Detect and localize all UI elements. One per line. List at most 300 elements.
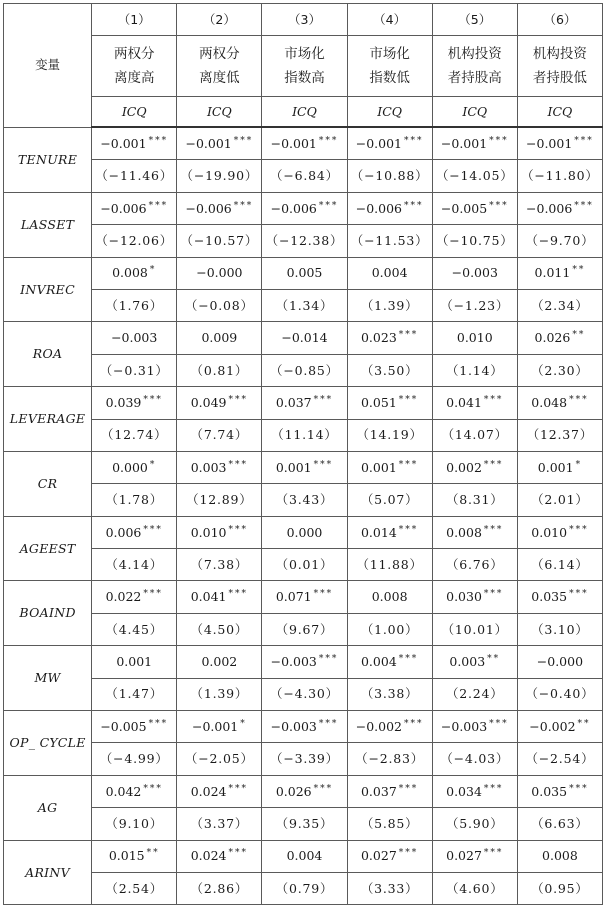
coefficient-row — [4, 451, 603, 483]
t-statistic-cell: （3.50） — [347, 354, 432, 386]
subsample-name-line1: 两权分 — [113, 46, 155, 62]
coefficient-cell — [432, 322, 517, 354]
coefficient-value: −0.001 — [526, 135, 573, 151]
coefficient-cell — [517, 322, 602, 354]
subsample-name-cell — [262, 36, 347, 97]
coefficient-cell — [432, 581, 517, 613]
t-statistic-cell: （3.43） — [262, 484, 347, 516]
coefficient-value: 0.001 — [275, 459, 312, 475]
coefficient-cell — [432, 127, 517, 160]
variable-name: INVREC — [4, 257, 92, 322]
coefficient-cell — [262, 711, 347, 743]
coefficient-value: 0.048 — [531, 394, 568, 410]
t-statistic-cell: （−2.54） — [517, 743, 602, 775]
coefficient-value: −0.001 — [100, 135, 147, 151]
coefficient-cell — [262, 646, 347, 678]
coefficient-value: 0.015 — [108, 848, 145, 864]
t-statistic-row — [4, 872, 603, 904]
subsample-name-cell — [92, 36, 177, 97]
significance-stars: *** — [483, 589, 504, 600]
coefficient-cell — [177, 581, 262, 613]
significance-stars: *** — [318, 718, 339, 729]
coefficient-cell — [92, 257, 177, 289]
t-statistic-cell: （6.14） — [517, 549, 602, 581]
coefficient-cell — [432, 775, 517, 807]
t-statistic-cell: （−19.90） — [177, 160, 262, 192]
significance-stars: *** — [143, 589, 163, 600]
significance-stars: *** — [574, 135, 594, 146]
subsample-name-line2: 离度低 — [199, 70, 240, 86]
variable-header-cell — [4, 4, 92, 128]
t-statistic-cell: （5.07） — [347, 484, 432, 516]
coefficient-cell — [432, 840, 517, 872]
significance-stars: * — [240, 718, 247, 729]
coefficient-value: 0.008 — [112, 265, 148, 281]
coefficient-cell — [347, 775, 432, 807]
t-statistic-cell: （−4.30） — [262, 678, 347, 710]
significance-stars: * — [149, 265, 157, 276]
t-statistic-cell: （1.00） — [347, 613, 432, 645]
coefficient-value: 0.026 — [534, 330, 571, 346]
t-statistic-cell: （−4.99） — [92, 743, 177, 775]
significance-stars: *** — [398, 394, 419, 405]
significance-stars: *** — [483, 848, 504, 859]
coefficient-cell — [517, 581, 602, 613]
t-statistic-cell: （10.01） — [432, 613, 517, 645]
t-statistic-cell: （12.89） — [177, 484, 262, 516]
variable-name: AG — [4, 775, 92, 840]
subsample-name-line2: 者持股低 — [532, 70, 587, 86]
subsample-name-cell — [517, 36, 602, 97]
t-statistic-cell: （−0.08） — [177, 289, 262, 321]
variable-name: CR — [4, 451, 92, 516]
coefficient-cell — [262, 127, 347, 160]
coefficient-cell — [177, 387, 262, 419]
t-statistic-cell: （1.78） — [92, 484, 177, 516]
significance-stars: *** — [404, 200, 424, 211]
coefficient-value: 0.002 — [446, 459, 482, 475]
coefficient-value: 0.039 — [105, 394, 142, 410]
coefficient-cell — [432, 516, 517, 548]
variable-name: MW — [4, 646, 92, 711]
t-statistic-cell: （11.88） — [347, 549, 432, 581]
subsample-name-line1: 机构投资 — [532, 46, 587, 62]
coefficient-value: 0.023 — [360, 330, 397, 346]
significance-stars: *** — [569, 783, 589, 794]
table-header — [4, 4, 603, 128]
coefficient-row — [4, 127, 603, 160]
t-statistic-cell: （0.81） — [177, 354, 262, 386]
t-statistic-row — [4, 808, 603, 840]
significance-stars: *** — [569, 524, 589, 535]
significance-stars: ** — [572, 330, 586, 341]
t-statistic-cell: （3.33） — [347, 872, 432, 904]
coefficient-value: 0.024 — [190, 848, 227, 864]
coefficient-cell — [177, 711, 262, 743]
t-statistic-cell: （2.24） — [432, 678, 517, 710]
coefficient-value: 0.010 — [531, 524, 568, 540]
significance-stars: *** — [148, 200, 169, 211]
coefficient-cell — [517, 451, 602, 483]
t-statistic-cell: （4.45） — [92, 613, 177, 645]
coefficient-cell — [347, 192, 432, 224]
coefficient-cell — [432, 192, 517, 224]
t-statistic-cell: （14.07） — [432, 419, 517, 451]
coefficient-row — [4, 257, 603, 289]
coefficient-value: 0.037 — [275, 394, 312, 410]
coefficient-cell — [92, 451, 177, 483]
column-number: （2） — [177, 4, 262, 36]
coefficient-cell — [347, 646, 432, 678]
significance-stars: *** — [148, 718, 169, 729]
coefficient-cell — [262, 257, 347, 289]
coefficient-value: −0.003 — [451, 265, 498, 281]
t-statistic-cell: （4.14） — [92, 549, 177, 581]
significance-stars: *** — [228, 459, 248, 470]
t-statistic-cell: （−12.06） — [92, 225, 177, 257]
coefficient-cell — [92, 581, 177, 613]
significance-stars: *** — [313, 459, 334, 470]
coefficient-cell — [517, 840, 602, 872]
subsample-name-line2: 指数高 — [284, 70, 325, 86]
coefficient-cell — [347, 127, 432, 160]
coefficient-value: 0.049 — [190, 394, 227, 410]
column-number: （4） — [347, 4, 432, 36]
coefficient-cell — [432, 451, 517, 483]
coefficient-value: 0.026 — [275, 783, 312, 799]
coefficient-value: 0.035 — [531, 783, 568, 799]
t-statistic-cell: （−2.05） — [177, 743, 262, 775]
significance-stars: *** — [228, 524, 248, 535]
coefficient-value: 0.002 — [201, 654, 238, 670]
t-statistic-cell: （11.14） — [262, 419, 347, 451]
coefficient-cell — [262, 192, 347, 224]
subsample-name-line1: 市场化 — [369, 46, 410, 62]
coefficient-value: 0.027 — [360, 848, 397, 864]
coefficient-value: 0.004 — [286, 848, 323, 864]
coefficient-value: −0.002 — [355, 718, 403, 734]
coefficient-row — [4, 646, 603, 678]
t-statistic-cell: （3.38） — [347, 678, 432, 710]
t-statistic-cell: （14.19） — [347, 419, 432, 451]
coefficient-cell — [262, 516, 347, 548]
significance-stars: *** — [404, 718, 424, 729]
coefficient-value: 0.001 — [116, 654, 153, 670]
variable-name: LASSET — [4, 192, 92, 257]
significance-stars: *** — [143, 394, 163, 405]
coefficient-value: 0.030 — [446, 589, 482, 605]
coefficient-cell — [432, 711, 517, 743]
significance-stars: *** — [228, 589, 248, 600]
coefficient-row — [4, 840, 603, 872]
significance-stars: *** — [318, 654, 339, 665]
significance-stars: *** — [143, 524, 163, 535]
coefficient-cell — [517, 127, 602, 160]
coefficient-row — [4, 516, 603, 548]
t-statistic-cell: （−1.23） — [432, 289, 517, 321]
coefficient-value: 0.000 — [286, 524, 323, 540]
significance-stars: *** — [483, 524, 504, 535]
coefficient-value: 0.001 — [537, 459, 574, 475]
coefficient-row — [4, 581, 603, 613]
coefficient-value: 0.042 — [105, 783, 142, 799]
coefficient-cell — [347, 840, 432, 872]
t-statistic-row — [4, 225, 603, 257]
t-statistic-cell: （7.74） — [177, 419, 262, 451]
t-statistic-row — [4, 160, 603, 192]
dependent-variable-label: ICQ — [347, 97, 432, 128]
significance-stars: *** — [143, 783, 163, 794]
column-number: （6） — [517, 4, 602, 36]
coefficient-cell — [432, 387, 517, 419]
coefficient-row — [4, 322, 603, 354]
t-statistic-cell: （9.10） — [92, 808, 177, 840]
t-statistic-cell: （−10.75） — [432, 225, 517, 257]
coefficient-cell — [517, 775, 602, 807]
coefficient-value: −0.005 — [100, 718, 147, 734]
t-statistic-cell: （−14.05） — [432, 160, 517, 192]
coefficient-cell — [262, 322, 347, 354]
coefficient-cell — [177, 516, 262, 548]
subsample-name-line2: 者持股高 — [447, 70, 502, 86]
t-statistic-cell: （2.30） — [517, 354, 602, 386]
regression-table — [3, 3, 603, 905]
coefficient-value: −0.003 — [270, 718, 317, 734]
variable-name: AGEEST — [4, 516, 92, 581]
t-statistic-cell: （3.37） — [177, 808, 262, 840]
subsample-name-line1: 两权分 — [199, 46, 240, 62]
significance-stars: *** — [318, 200, 339, 211]
t-statistic-cell: （−0.31） — [92, 354, 177, 386]
t-statistic-cell: （−9.70） — [517, 225, 602, 257]
t-statistic-cell: （−10.57） — [177, 225, 262, 257]
t-statistic-cell: （0.95） — [517, 872, 602, 904]
subsample-name-line2: 指数低 — [369, 70, 410, 86]
t-statistic-cell: （−0.85） — [262, 354, 347, 386]
t-statistic-cell: （5.85） — [347, 808, 432, 840]
coefficient-value: 0.071 — [275, 589, 312, 605]
t-statistic-cell: （12.74） — [92, 419, 177, 451]
significance-stars: *** — [228, 848, 248, 859]
coefficient-value: 0.008 — [542, 848, 578, 864]
coefficient-cell — [262, 581, 347, 613]
coefficient-value: 0.008 — [371, 589, 408, 605]
coefficient-value: 0.041 — [446, 394, 482, 410]
table-body — [4, 127, 603, 905]
coefficient-cell — [92, 192, 177, 224]
significance-stars: *** — [318, 135, 339, 146]
coefficient-value: −0.001 — [191, 718, 239, 734]
coefficient-cell — [347, 516, 432, 548]
coefficient-cell — [432, 257, 517, 289]
coefficient-value: 0.034 — [446, 783, 482, 799]
subsample-name-cell — [432, 36, 517, 97]
coefficient-cell — [177, 646, 262, 678]
coefficient-value: 0.000 — [112, 459, 148, 475]
t-statistic-row — [4, 419, 603, 451]
coefficient-cell — [347, 581, 432, 613]
coefficient-value: −0.006 — [100, 200, 147, 216]
coefficient-row — [4, 711, 603, 743]
dependent-variable-label: ICQ — [92, 97, 177, 128]
coefficient-value: −0.000 — [196, 265, 243, 281]
significance-stars: *** — [489, 200, 509, 211]
coefficient-cell — [517, 257, 602, 289]
coefficient-cell — [177, 840, 262, 872]
t-statistic-cell: （−3.39） — [262, 743, 347, 775]
coefficient-value: 0.010 — [190, 524, 227, 540]
coefficient-cell — [92, 516, 177, 548]
significance-stars: *** — [569, 589, 589, 600]
variable-name: OP_ CYCLE — [4, 711, 92, 776]
significance-stars: *** — [398, 459, 419, 470]
significance-stars: *** — [398, 783, 419, 794]
variable-name: BOAIND — [4, 581, 92, 646]
dependent-variable-label: ICQ — [177, 97, 262, 128]
t-statistic-cell: （3.10） — [517, 613, 602, 645]
coefficient-value: 0.010 — [456, 330, 493, 346]
t-statistic-cell: （6.76） — [432, 549, 517, 581]
t-statistic-cell: （1.34） — [262, 289, 347, 321]
coefficient-cell — [92, 840, 177, 872]
coefficient-value: 0.008 — [446, 524, 482, 540]
t-statistic-row — [4, 549, 603, 581]
coefficient-value: −0.003 — [440, 718, 488, 734]
significance-stars: *** — [404, 135, 424, 146]
subsample-name-cell — [177, 36, 262, 97]
significance-stars: *** — [398, 330, 419, 341]
coefficient-cell — [177, 257, 262, 289]
coefficient-value: 0.035 — [531, 589, 568, 605]
t-statistic-cell: （−11.46） — [92, 160, 177, 192]
coefficient-row — [4, 387, 603, 419]
significance-stars: *** — [489, 718, 509, 729]
significance-stars: ** — [572, 265, 586, 276]
coefficient-value: 0.014 — [360, 524, 397, 540]
coefficient-row — [4, 192, 603, 224]
coefficient-value: 0.006 — [105, 524, 142, 540]
coefficient-value: 0.024 — [190, 783, 227, 799]
significance-stars: *** — [483, 394, 504, 405]
coefficient-cell — [262, 840, 347, 872]
t-statistic-cell: （−4.03） — [432, 743, 517, 775]
coefficient-value: 0.004 — [371, 265, 408, 281]
subsample-name-line2: 离度高 — [113, 70, 155, 86]
t-statistic-cell: （1.39） — [347, 289, 432, 321]
t-statistic-cell: （0.79） — [262, 872, 347, 904]
t-statistic-cell: （−6.84） — [262, 160, 347, 192]
coefficient-cell — [262, 451, 347, 483]
t-statistic-cell: （4.50） — [177, 613, 262, 645]
coefficient-cell — [92, 711, 177, 743]
t-statistic-cell: （2.86） — [177, 872, 262, 904]
t-statistic-cell: （1.47） — [92, 678, 177, 710]
t-statistic-cell: （−0.40） — [517, 678, 602, 710]
variable-name: ROA — [4, 322, 92, 387]
dependent-variable-label: ICQ — [517, 97, 602, 128]
t-statistic-cell: （4.60） — [432, 872, 517, 904]
coefficient-cell — [347, 387, 432, 419]
coefficient-cell — [177, 127, 262, 160]
coefficient-value: −0.005 — [440, 200, 488, 216]
coefficient-row — [4, 775, 603, 807]
t-statistic-cell: （−2.83） — [347, 743, 432, 775]
coefficient-cell — [177, 451, 262, 483]
coefficient-value: −0.006 — [185, 200, 232, 216]
significance-stars: *** — [398, 524, 419, 535]
t-statistic-cell: （1.76） — [92, 289, 177, 321]
coefficient-cell — [177, 322, 262, 354]
significance-stars: *** — [483, 783, 504, 794]
t-statistic-row — [4, 354, 603, 386]
t-statistic-row — [4, 289, 603, 321]
column-number: （5） — [432, 4, 517, 36]
coefficient-value: −0.003 — [270, 654, 317, 670]
t-statistic-cell: （−11.80） — [517, 160, 602, 192]
significance-stars: * — [575, 459, 583, 470]
significance-stars: *** — [489, 135, 509, 146]
coefficient-cell — [92, 127, 177, 160]
coefficient-cell — [92, 646, 177, 678]
column-number: （1） — [92, 4, 177, 36]
significance-stars: ** — [487, 654, 501, 665]
t-statistic-cell: （6.63） — [517, 808, 602, 840]
coefficient-cell — [517, 192, 602, 224]
coefficient-value: 0.001 — [360, 459, 397, 475]
coefficient-cell — [347, 711, 432, 743]
significance-stars: ** — [577, 718, 591, 729]
coefficient-value: 0.011 — [534, 265, 571, 281]
dependent-variable-label: ICQ — [432, 97, 517, 128]
significance-stars: *** — [233, 135, 254, 146]
coefficient-value: −0.001 — [440, 135, 488, 151]
coefficient-value: −0.000 — [536, 654, 584, 670]
header-row-column-numbers — [4, 4, 603, 36]
variable-header-label: 变量 — [35, 57, 61, 73]
significance-stars: *** — [483, 459, 504, 470]
t-statistic-row — [4, 678, 603, 710]
coefficient-cell — [517, 711, 602, 743]
t-statistic-row — [4, 743, 603, 775]
subsample-name-cell — [347, 36, 432, 97]
significance-stars: *** — [313, 783, 334, 794]
t-statistic-row — [4, 613, 603, 645]
significance-stars: *** — [228, 394, 248, 405]
coefficient-value: −0.003 — [111, 330, 158, 346]
header-row-subsample-names — [4, 36, 603, 97]
significance-stars: *** — [398, 848, 419, 859]
coefficient-cell — [92, 387, 177, 419]
coefficient-value: 0.022 — [105, 589, 142, 605]
t-statistic-cell: （2.34） — [517, 289, 602, 321]
subsample-name-line1: 市场化 — [284, 46, 325, 62]
variable-name: ARINV — [4, 840, 92, 905]
t-statistic-cell: （12.37） — [517, 419, 602, 451]
dependent-variable-label: ICQ — [262, 97, 347, 128]
t-statistic-cell: （7.38） — [177, 549, 262, 581]
coefficient-value: 0.004 — [360, 654, 397, 670]
coefficient-cell — [517, 387, 602, 419]
significance-stars: *** — [228, 783, 248, 794]
t-statistic-cell: （9.67） — [262, 613, 347, 645]
t-statistic-cell: （−10.88） — [347, 160, 432, 192]
coefficient-value: −0.001 — [185, 135, 232, 151]
significance-stars: * — [149, 459, 157, 470]
coefficient-value: −0.006 — [355, 200, 403, 216]
t-statistic-row — [4, 484, 603, 516]
coefficient-value: −0.002 — [529, 718, 576, 734]
t-statistic-cell: （9.35） — [262, 808, 347, 840]
